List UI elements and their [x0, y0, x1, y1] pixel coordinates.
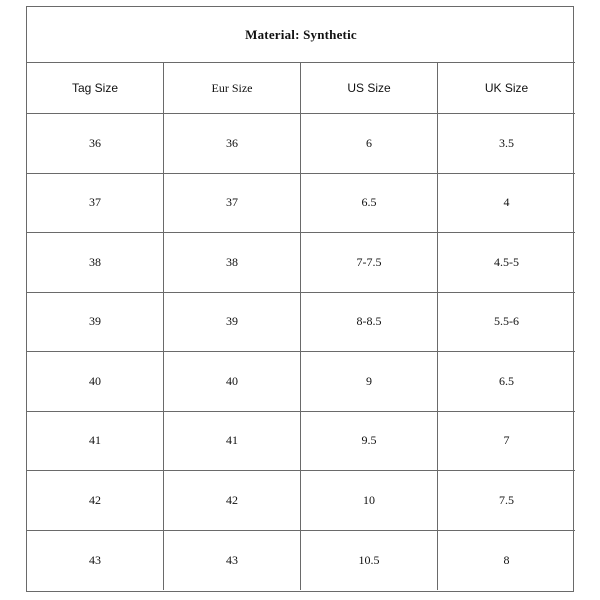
cell-tag-size: 36: [27, 114, 164, 174]
cell-tag-size: 40: [27, 352, 164, 412]
cell-us-size: 6.5: [301, 174, 438, 234]
cell-uk-size: 3.5: [438, 114, 575, 174]
cell-us-size: 9: [301, 352, 438, 412]
cell-us-size: 10: [301, 471, 438, 531]
cell-tag-size: 38: [27, 233, 164, 293]
cell-eur-size: 36: [164, 114, 301, 174]
cell-us-size: 10.5: [301, 531, 438, 591]
cell-us-size: 8-8.5: [301, 293, 438, 353]
cell-tag-size: 37: [27, 174, 164, 234]
cell-tag-size: 42: [27, 471, 164, 531]
header-uk-size: UK Size: [438, 63, 575, 114]
cell-eur-size: 37: [164, 174, 301, 234]
cell-eur-size: 38: [164, 233, 301, 293]
size-chart-table: [26, 6, 574, 592]
header-tag-size: Tag Size: [27, 63, 164, 114]
cell-eur-size: 41: [164, 412, 301, 472]
cell-uk-size: 7: [438, 412, 575, 472]
cell-eur-size: 43: [164, 531, 301, 591]
cell-us-size: 6: [301, 114, 438, 174]
cell-eur-size: 40: [164, 352, 301, 412]
cell-uk-size: 5.5-6: [438, 293, 575, 353]
cell-uk-size: 4: [438, 174, 575, 234]
cell-eur-size: 39: [164, 293, 301, 353]
header-us-size: US Size: [301, 63, 438, 114]
cell-uk-size: 7.5: [438, 471, 575, 531]
cell-eur-size: 42: [164, 471, 301, 531]
table-title: Material: Synthetic: [27, 7, 575, 63]
cell-uk-size: 4.5-5: [438, 233, 575, 293]
cell-uk-size: 8: [503, 552, 510, 567]
cell-us-size: 7-7.5: [301, 233, 438, 293]
cell-tag-size: 41: [27, 412, 164, 472]
cell-tag-size: 39: [27, 293, 164, 353]
header-eur-size: Eur Size: [164, 63, 301, 114]
cell-us-size: 9.5: [301, 412, 438, 472]
cell-uk-size: 6.5: [438, 352, 575, 412]
cell-tag-size: 43: [27, 531, 164, 591]
